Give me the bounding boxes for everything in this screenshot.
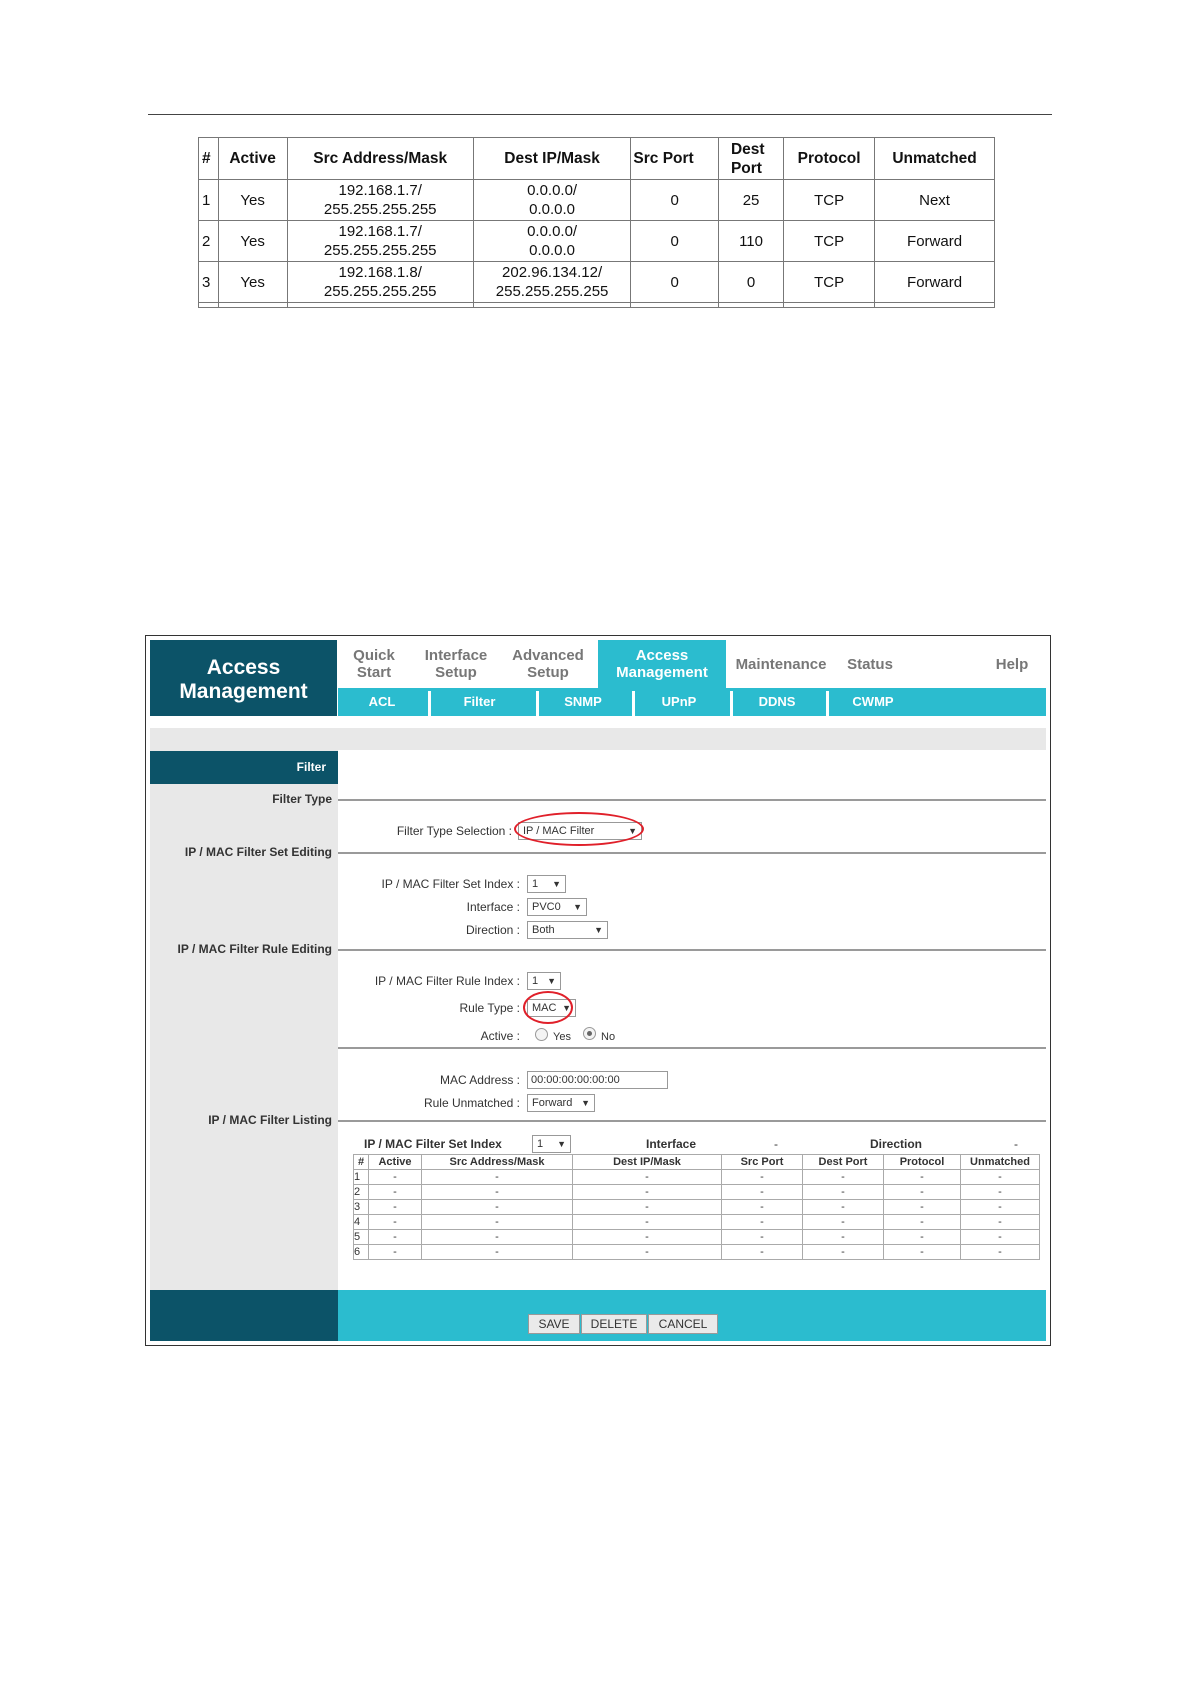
col-header-dest-ip: Dest IP/Mask	[473, 138, 631, 180]
active-yes-radio[interactable]	[535, 1028, 548, 1041]
cell: 5	[354, 1230, 369, 1245]
rule-unmatched-select[interactable]	[527, 1094, 595, 1112]
section-divider	[338, 799, 1046, 801]
table-row	[199, 180, 995, 221]
table-row-trailing	[199, 303, 995, 308]
active-label: Active :	[480, 1029, 520, 1043]
nav-advanced-setup[interactable]: Advanced Setup	[512, 647, 584, 681]
dropdown-arrow-icon: ▼	[557, 1139, 566, 1149]
cell-number: 2	[199, 221, 219, 262]
section-divider	[338, 852, 1046, 854]
section-divider	[338, 1047, 1046, 1049]
subnav-snmp[interactable]: SNMP	[564, 694, 602, 709]
nav-maintenance[interactable]: Maintenance	[735, 655, 827, 673]
cell: -	[884, 1185, 961, 1200]
cell: -	[961, 1215, 1040, 1230]
cell: -	[369, 1215, 422, 1230]
rule-index-select[interactable]	[527, 972, 561, 990]
listing-direction-value: -	[1014, 1137, 1018, 1151]
cell: -	[369, 1170, 422, 1185]
table-row	[354, 1230, 1040, 1245]
col-header-src-address: Src Address/Mask	[422, 1155, 573, 1170]
cell-dest-port: 25	[718, 180, 783, 221]
cell: -	[573, 1215, 722, 1230]
col-header-active: Active	[218, 138, 287, 180]
cell: -	[573, 1185, 722, 1200]
cell: 2	[354, 1185, 369, 1200]
section-divider	[338, 949, 1046, 951]
cell-protocol: TCP	[784, 180, 875, 221]
table-row	[199, 221, 995, 262]
col-header-active: Active	[369, 1155, 422, 1170]
cell: -	[722, 1230, 803, 1245]
col-header-src-address: Src Address/Mask	[287, 138, 473, 180]
nav-access-management[interactable]: Access Management	[598, 640, 726, 688]
cell-unmatched: Forward	[875, 262, 995, 303]
cell: -	[884, 1215, 961, 1230]
cell: -	[961, 1230, 1040, 1245]
col-header-protocol: Protocol	[884, 1155, 961, 1170]
cell: -	[422, 1245, 573, 1260]
table-row	[354, 1170, 1040, 1185]
cell-src-port: 0	[631, 180, 719, 221]
dropdown-arrow-icon: ▼	[628, 826, 637, 836]
section-divider	[338, 1120, 1046, 1122]
dropdown-arrow-icon: ▼	[594, 925, 603, 935]
cell-dest-ip: 0.0.0.0/ 0.0.0.0	[473, 221, 631, 262]
dropdown-arrow-icon: ▼	[581, 1098, 590, 1108]
cell: -	[369, 1245, 422, 1260]
footer-left-panel	[150, 1290, 338, 1341]
cell: -	[803, 1215, 884, 1230]
delete-button[interactable]: DELETE	[581, 1314, 647, 1334]
direction-select-value: Both	[532, 924, 555, 936]
highlight-oval	[523, 991, 573, 1024]
cell: -	[722, 1185, 803, 1200]
cell: -	[803, 1245, 884, 1260]
interface-select[interactable]	[527, 898, 587, 916]
cell-src-address: 192.168.1.7/ 255.255.255.255	[287, 221, 473, 262]
nav-status[interactable]: Status	[847, 655, 893, 673]
direction-label: Direction :	[465, 923, 520, 937]
top-navigation	[338, 640, 1046, 688]
cell: -	[961, 1245, 1040, 1260]
col-header-number: #	[199, 138, 219, 180]
listing-interface-label: Interface	[646, 1137, 697, 1151]
table-row	[199, 262, 995, 303]
subnav-ddns[interactable]: DDNS	[758, 694, 796, 709]
mac-address-input[interactable]: 00:00:00:00:00:00	[527, 1071, 668, 1089]
active-no-radio[interactable]	[583, 1027, 596, 1040]
listing-set-index-select-value: 1	[537, 1138, 544, 1150]
cell-dest-port: 0	[718, 262, 783, 303]
section-label-listing: IP / MAC Filter Listing	[208, 1113, 332, 1127]
cell-unmatched: Next	[875, 180, 995, 221]
table-header-row	[354, 1155, 1040, 1170]
brand-title: Access Management	[150, 640, 337, 716]
cell-src-port: 0	[631, 262, 719, 303]
table-row	[354, 1215, 1040, 1230]
cell: -	[803, 1230, 884, 1245]
dropdown-arrow-icon: ▼	[573, 902, 582, 912]
col-header-unmatched: Unmatched	[961, 1155, 1040, 1170]
col-header-unmatched: Unmatched	[875, 138, 995, 180]
cell-src-address: 192.168.1.8/ 255.255.255.255	[287, 262, 473, 303]
cell: -	[369, 1185, 422, 1200]
subnav-upnp[interactable]: UPnP	[661, 694, 697, 709]
cell-unmatched: Forward	[875, 221, 995, 262]
cell-dest-ip: 202.96.134.12/ 255.255.255.255	[473, 262, 631, 303]
mac-address-label: MAC Address :	[439, 1073, 520, 1087]
cell: -	[422, 1230, 573, 1245]
highlight-oval	[514, 812, 644, 846]
section-label-set-editing: IP / MAC Filter Set Editing	[184, 845, 332, 859]
save-button[interactable]: SAVE	[528, 1314, 580, 1334]
col-header-dest-port: Dest Port	[718, 138, 783, 180]
cancel-button[interactable]: CANCEL	[648, 1314, 718, 1334]
listing-interface-value: -	[774, 1137, 778, 1151]
cell: 4	[354, 1215, 369, 1230]
cell: -	[884, 1230, 961, 1245]
set-index-label: IP / MAC Filter Set Index :	[381, 877, 520, 891]
cell-src-address: 192.168.1.7/ 255.255.255.255	[287, 180, 473, 221]
nav-interface-setup[interactable]: Interface Setup	[424, 647, 488, 681]
active-no-label: No	[601, 1031, 616, 1043]
rule-unmatched-select-value: Forward	[532, 1097, 573, 1109]
left-label-column	[150, 750, 338, 1290]
nav-help[interactable]: Help	[995, 655, 1029, 673]
active-yes-label: Yes	[553, 1031, 571, 1043]
table-row	[354, 1200, 1040, 1215]
cell: -	[422, 1215, 573, 1230]
cell-dest-ip: 0.0.0.0/ 0.0.0.0	[473, 180, 631, 221]
dropdown-arrow-icon: ▼	[552, 879, 561, 889]
table-row	[354, 1185, 1040, 1200]
table-header-row	[199, 138, 995, 180]
cell: 6	[354, 1245, 369, 1260]
cell-number: 3	[199, 262, 219, 303]
set-index-select[interactable]	[527, 875, 566, 893]
cell: 3	[354, 1200, 369, 1215]
cell: -	[573, 1230, 722, 1245]
cell: -	[369, 1200, 422, 1215]
subnav-filter[interactable]: Filter	[463, 694, 496, 709]
col-header-dest-port: Dest Port	[803, 1155, 884, 1170]
cell: -	[422, 1170, 573, 1185]
cell: 1	[354, 1170, 369, 1185]
page-top-rule	[148, 114, 1052, 115]
subnav-acl[interactable]: ACL	[368, 694, 396, 709]
table-row	[354, 1245, 1040, 1260]
cell: -	[884, 1170, 961, 1185]
cell: -	[573, 1200, 722, 1215]
cell: -	[803, 1200, 884, 1215]
cell-dest-port: 110	[718, 221, 783, 262]
filter-type-selection-label: Filter Type Selection :	[396, 824, 512, 838]
col-header-dest-ip: Dest IP/Mask	[573, 1155, 722, 1170]
cell-src-port: 0	[631, 221, 719, 262]
cell-number: 1	[199, 180, 219, 221]
col-header-protocol: Protocol	[784, 138, 875, 180]
listing-set-index-label: IP / MAC Filter Set Index	[364, 1137, 502, 1151]
subnav-cwmp[interactable]: CWMP	[852, 694, 894, 709]
set-index-select-value: 1	[532, 878, 539, 890]
cell: -	[722, 1245, 803, 1260]
rule-index-select-value: 1	[532, 975, 539, 987]
cell: -	[961, 1185, 1040, 1200]
cell: -	[803, 1170, 884, 1185]
filter-type-select-value: IP / MAC Filter	[523, 825, 595, 837]
cell-active: Yes	[218, 221, 287, 262]
cell-protocol: TCP	[784, 221, 875, 262]
nav-quick-start[interactable]: Quick Start	[353, 647, 395, 681]
cell: -	[422, 1185, 573, 1200]
cell: -	[961, 1200, 1040, 1215]
cell: -	[961, 1170, 1040, 1185]
gray-spacer-bar	[150, 728, 1046, 750]
dropdown-arrow-icon: ▼	[562, 1003, 571, 1013]
cell: -	[573, 1245, 722, 1260]
cell-protocol: TCP	[784, 262, 875, 303]
sub-navigation	[338, 688, 1046, 716]
cell: -	[884, 1245, 961, 1260]
section-title-filter: Filter	[150, 751, 338, 784]
cell-active: Yes	[218, 262, 287, 303]
rule-unmatched-label: Rule Unmatched :	[423, 1096, 520, 1110]
interface-label: Interface :	[466, 900, 520, 914]
listing-set-index-select[interactable]	[532, 1135, 571, 1153]
cell: -	[884, 1200, 961, 1215]
rule-index-label: IP / MAC Filter Rule Index :	[374, 974, 520, 988]
listing-direction-label: Direction	[870, 1137, 923, 1151]
cell: -	[722, 1170, 803, 1185]
rule-type-label: Rule Type :	[459, 1001, 520, 1015]
router-ui-screenshot	[145, 635, 1051, 1346]
cell: -	[722, 1200, 803, 1215]
col-header-number: #	[354, 1155, 369, 1170]
interface-select-value: PVC0	[532, 901, 561, 913]
rule-type-select-value: MAC	[532, 1002, 557, 1014]
cell: -	[573, 1170, 722, 1185]
section-label-rule-editing: IP / MAC Filter Rule Editing	[177, 942, 332, 956]
cell: -	[369, 1230, 422, 1245]
filter-listing-table	[353, 1154, 1040, 1260]
cell-active: Yes	[218, 180, 287, 221]
cell: -	[422, 1200, 573, 1215]
dropdown-arrow-icon: ▼	[547, 976, 556, 986]
cell: -	[803, 1185, 884, 1200]
cell: -	[722, 1215, 803, 1230]
col-header-src-port: Src Port	[631, 138, 719, 180]
filter-rules-table	[198, 137, 995, 308]
direction-select[interactable]	[527, 921, 608, 939]
col-header-src-port: Src Port	[722, 1155, 803, 1170]
section-label-filter-type: Filter Type	[272, 792, 332, 806]
